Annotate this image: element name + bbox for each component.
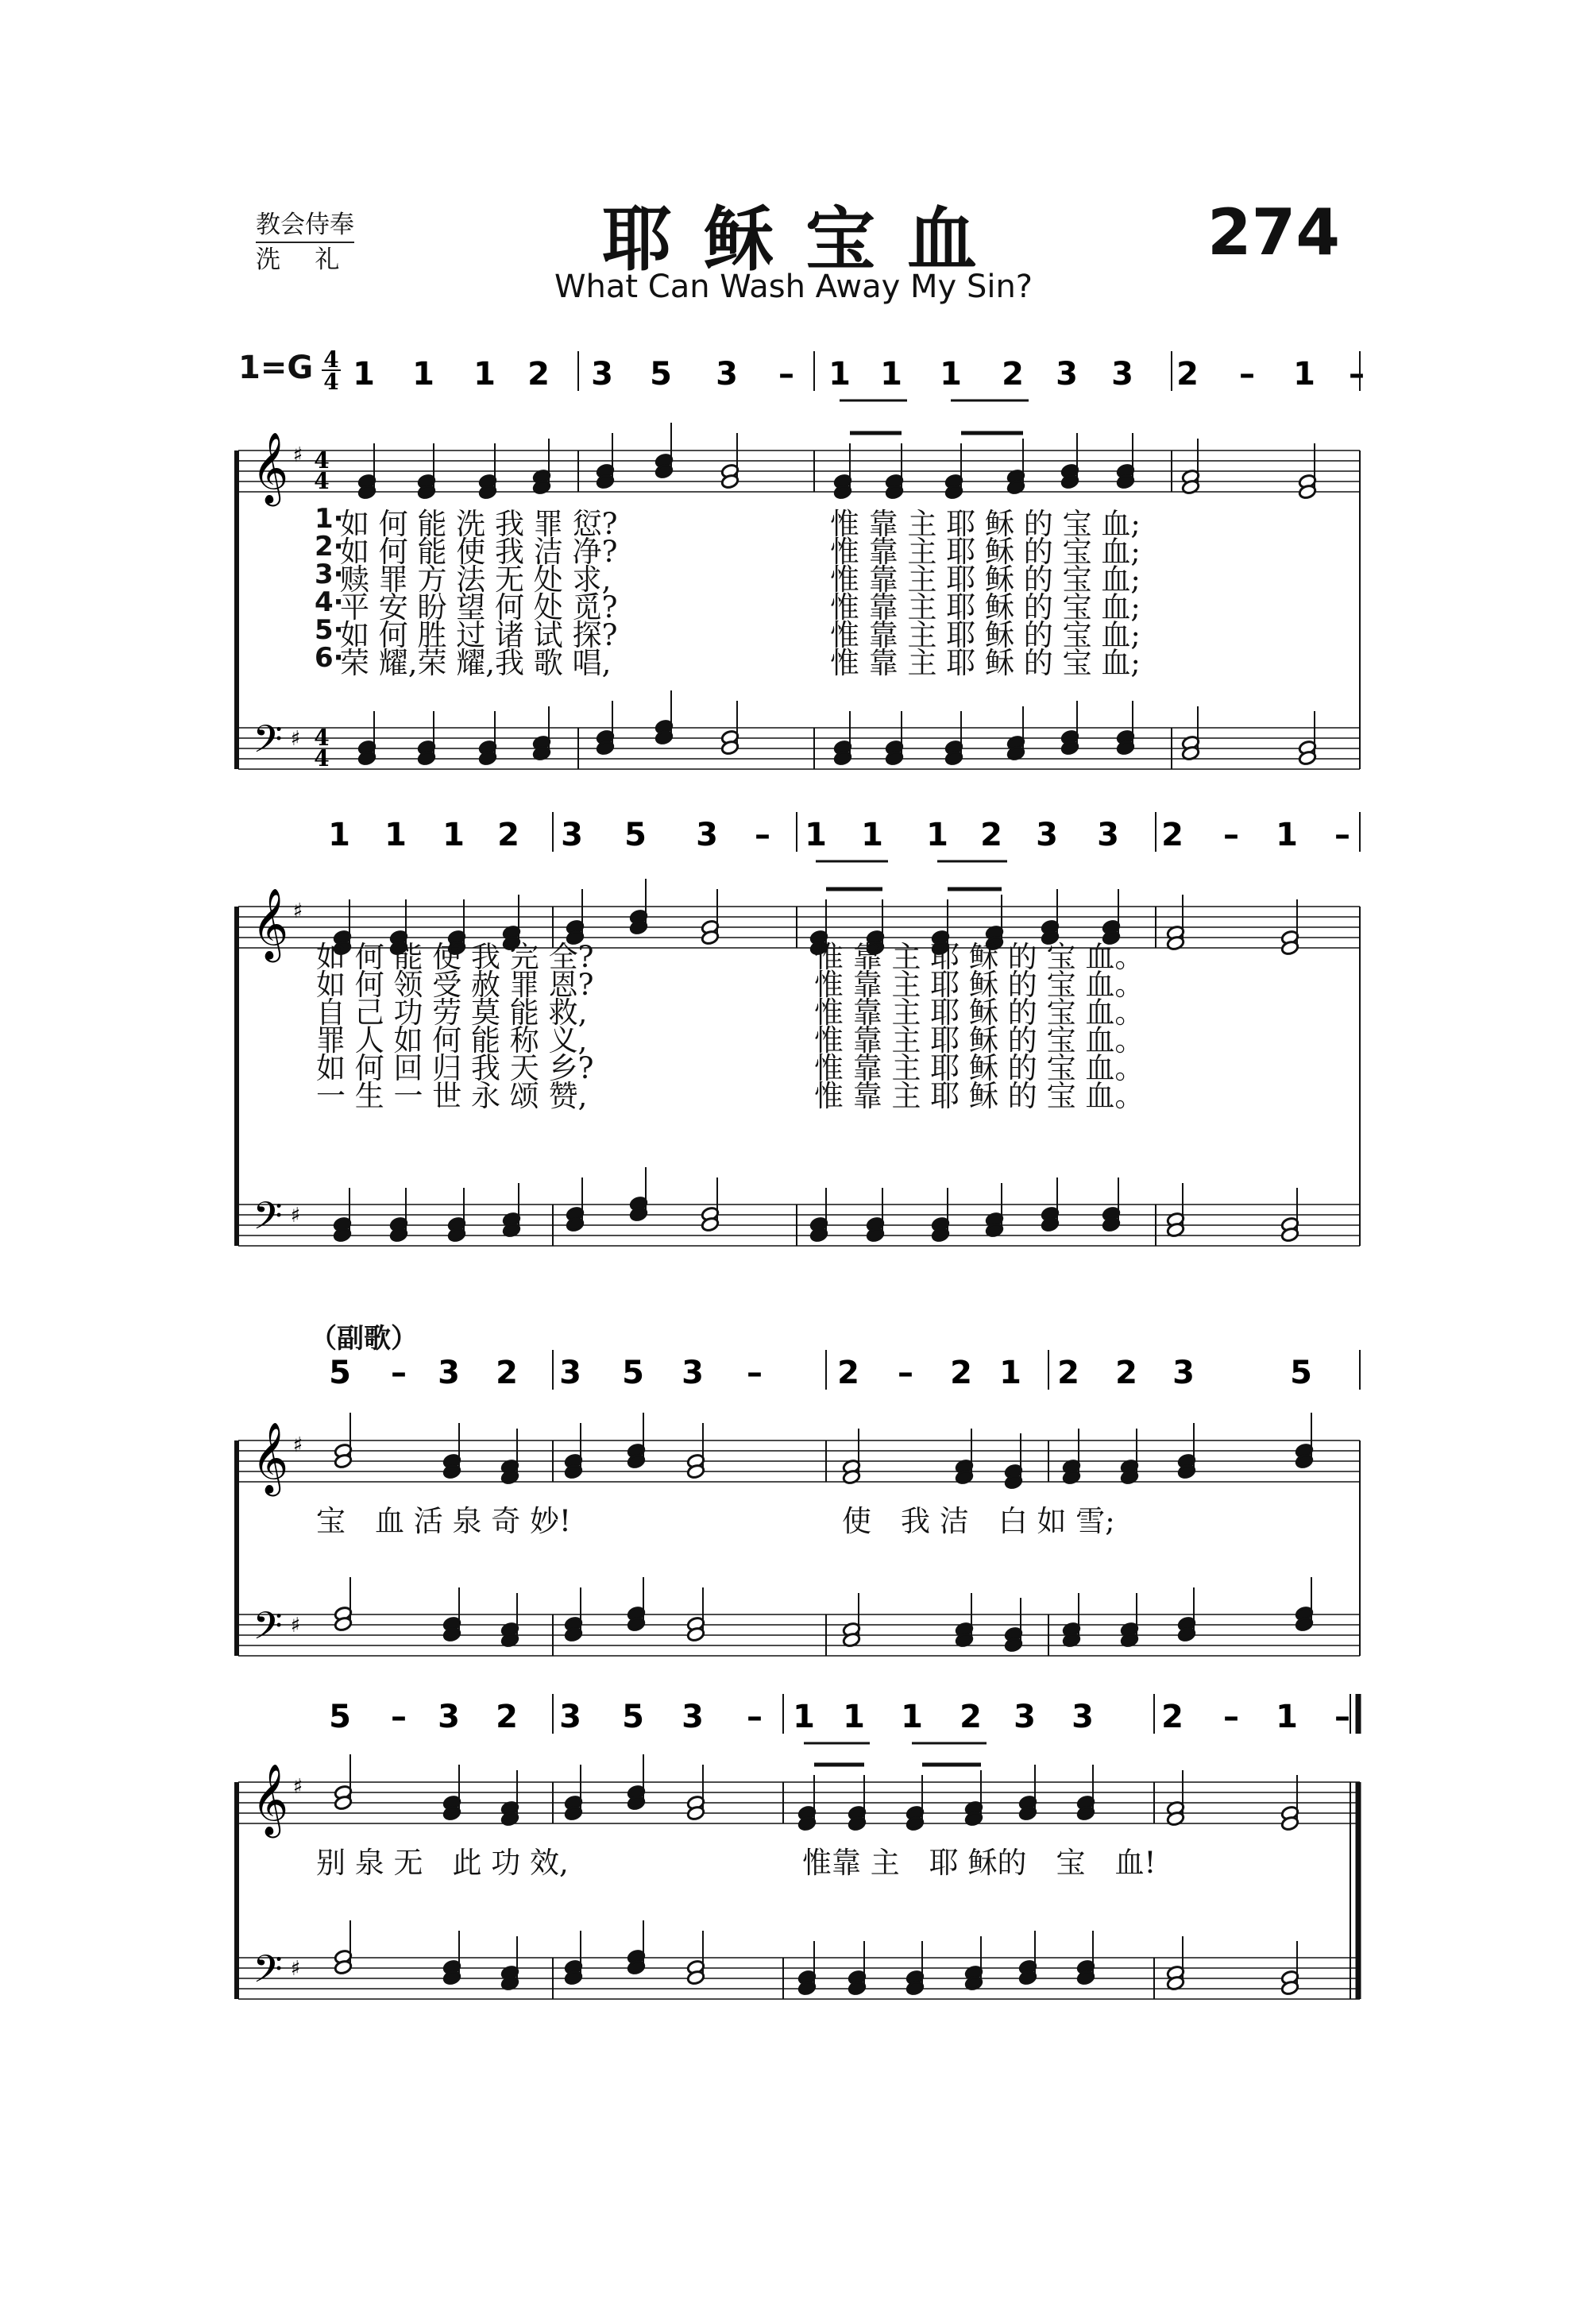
hymn-number: 274 (1207, 195, 1340, 269)
jianpu-note: 1 (473, 356, 496, 392)
closing-lyric-b: 惟靠 主 耶 稣的 宝 血! (802, 1846, 1156, 1880)
jianpu-note: – (1334, 817, 1350, 853)
time-sig: 4 (314, 468, 330, 494)
lyric-line-a: 一 生 一 世 永 颂 赞, (316, 1079, 588, 1113)
jianpu-note: 1 (384, 817, 407, 853)
lyric-line-b: 惟 靠 主 耶 稣 的 宝 血; (830, 535, 1141, 569)
jianpu-note: – (898, 1355, 913, 1391)
key-sharp-icon: ♯ (292, 1433, 303, 1457)
jianpu-note: 1 (999, 1355, 1021, 1391)
jianpu-note: – (1349, 356, 1365, 392)
jianpu-note: 1 (926, 817, 948, 853)
verse-number: 6· (315, 642, 344, 674)
verse-number: 1· (315, 503, 344, 535)
jianpu-note: 1 (805, 817, 827, 853)
verse-number: 2· (315, 531, 344, 563)
lyric-line-b: 惟 靠 主 耶 稣 的 宝 血; (830, 563, 1141, 597)
treble-clef-icon: 𝄞 (251, 1764, 289, 1835)
jianpu-note: 5 (622, 1355, 644, 1391)
jianpu-note: – (391, 1699, 407, 1735)
lyric-line-a: 如 何 胜 过 诸 试 探? (340, 618, 618, 652)
jianpu-note: 3 (591, 356, 613, 392)
jianpu-note: 1 (828, 356, 851, 392)
lyric-line-b: 惟 靠 主 耶 稣 的 宝 血; (830, 590, 1141, 625)
jianpu-note: 3 (559, 1355, 581, 1391)
time-sig-top: 4 (323, 346, 339, 373)
lyric-line-a: 如 何 领 受 赦 罪 恩? (316, 968, 594, 1002)
jianpu-note: 1 (328, 817, 350, 853)
jianpu-note: 5 (622, 1699, 644, 1735)
jianpu-note: 3 (1036, 817, 1058, 853)
lyric-line-a: 如 何 能 使 我 完 全? (316, 940, 594, 974)
jianpu-note: 1 (940, 356, 962, 392)
verse-number: 4· (315, 586, 344, 618)
jianpu-note: 2 (496, 1699, 518, 1735)
lyric-line-a: 罪 人 如 何 能 称 义, (316, 1023, 588, 1058)
treble-clef-icon: 𝄞 (251, 1422, 289, 1494)
jianpu-note: 5 (650, 356, 672, 392)
jianpu-note: 1 (1276, 817, 1298, 853)
hymn-subtitle: What Can Wash Away My Sin? (554, 269, 1033, 305)
lyric-line-b: 惟 靠 主 耶 稣 的 宝 血; (830, 618, 1141, 652)
refrain-label: （副歌） (310, 1323, 418, 1355)
jianpu-note: – (1223, 817, 1239, 853)
jianpu-note: 2 (837, 1355, 859, 1391)
jianpu-note: 3 (561, 817, 583, 853)
lyric-line-a: 荣 耀,荣 耀,我 歌 唱, (340, 646, 612, 680)
bass-clef-icon: 𝄢 (253, 1947, 283, 2001)
jianpu-note: 3 (438, 1355, 460, 1391)
bass-clef-icon: 𝄢 (253, 1193, 283, 1247)
jianpu-note: – (1239, 356, 1255, 392)
treble-clef-icon: 𝄞 (251, 432, 289, 504)
refrain-lyric-a: 宝 血 活 泉 奇 妙! (316, 1504, 571, 1538)
time-sig-bottom: 4 (323, 369, 339, 395)
treble-clef-icon: 𝄞 (251, 888, 289, 960)
jianpu-note: 2 (960, 1699, 982, 1735)
jianpu-note: 2 (1161, 1699, 1183, 1735)
key-sharp-icon: ♯ (290, 727, 301, 751)
jianpu-note: 1 (901, 1699, 923, 1735)
jianpu-note: 3 (559, 1699, 581, 1735)
jianpu-note: 2 (497, 817, 519, 853)
jianpu-note: 1 (1293, 356, 1315, 392)
key-signature-label: 1=G (238, 350, 314, 386)
jianpu-note: 3 (696, 817, 718, 853)
jianpu-note: 1 (880, 356, 902, 392)
verse-number: 3· (315, 559, 344, 590)
jianpu-note: 3 (1072, 1699, 1094, 1735)
time-sig: 4 (314, 447, 330, 474)
key-sharp-icon: ♯ (292, 899, 303, 923)
jianpu-note: 5 (329, 1699, 351, 1735)
jianpu-note: 2 (1176, 356, 1199, 392)
lyric-line-b: 惟 靠 主 耶 稣 的 宝 血。 (814, 940, 1145, 974)
hymn-title: 耶稣宝血 (601, 198, 1009, 280)
lyric-line-b: 惟 靠 主 耶 稣 的 宝 血。 (814, 1023, 1145, 1058)
bass-clef-icon: 𝄢 (253, 1603, 283, 1657)
jianpu-note: 2 (1057, 1355, 1079, 1391)
verse-number: 5· (315, 614, 344, 646)
jianpu-note: 5 (624, 817, 647, 853)
time-sig: 4 (314, 725, 330, 751)
key-sharp-icon: ♯ (290, 1204, 301, 1228)
jianpu-note: 2 (1002, 356, 1024, 392)
bass-clef-icon: 𝄢 (253, 717, 283, 771)
lyric-line-b: 惟 靠 主 耶 稣 的 宝 血; (830, 507, 1141, 541)
jianpu-note: 3 (682, 1355, 704, 1391)
jianpu-note: 2 (1115, 1355, 1137, 1391)
jianpu-note: 3 (438, 1699, 460, 1735)
lyric-line-b: 惟 靠 主 耶 稣 的 宝 血。 (814, 1079, 1145, 1113)
jianpu-note: 3 (1056, 356, 1078, 392)
jianpu-note: 1 (861, 817, 883, 853)
jianpu-note: 1 (1276, 1699, 1298, 1735)
lyric-line-b: 惟 靠 主 耶 稣 的 宝 血; (830, 646, 1141, 680)
closing-lyric-a: 别 泉 无 此 功 效, (316, 1846, 569, 1880)
key-sharp-icon: ♯ (290, 1957, 301, 1981)
key-sharp-icon: ♯ (292, 443, 303, 467)
lyric-line-b: 惟 靠 主 耶 稣 的 宝 血。 (814, 968, 1145, 1002)
jianpu-note: 3 (716, 356, 738, 392)
key-sharp-icon: ♯ (292, 1775, 303, 1799)
jianpu-note: 3 (1097, 817, 1119, 853)
lyric-line-a: 平 安 盼 望 何 处 觅? (340, 590, 618, 625)
lyric-line-b: 惟 靠 主 耶 稣 的 宝 血。 (814, 1051, 1145, 1085)
lyric-line-a: 如 何 能 使 我 洁 净? (340, 535, 618, 569)
lyric-line-a: 自 己 功 劳 莫 能 救, (316, 996, 588, 1030)
lyric-line-a: 如 何 能 洗 我 罪 愆? (340, 507, 618, 541)
subcategory-text: 洗 礼 (256, 246, 345, 274)
category-text: 教会侍奉 (256, 208, 354, 243)
jianpu-note: 3 (1172, 1355, 1195, 1391)
jianpu-note: – (755, 817, 770, 853)
jianpu-note: – (747, 1699, 763, 1735)
jianpu-note: 1 (843, 1699, 865, 1735)
refrain-lyric-b: 使 我 洁 白 如 雪; (842, 1504, 1115, 1538)
jianpu-note: 2 (496, 1355, 518, 1391)
jianpu-note: 5 (329, 1355, 351, 1391)
jianpu-note: 3 (1111, 356, 1133, 392)
jianpu-note: 1 (793, 1699, 815, 1735)
jianpu-note: – (1334, 1699, 1350, 1735)
jianpu-note: – (778, 356, 794, 392)
jianpu-note: 1 (412, 356, 434, 392)
jianpu-note: 3 (682, 1699, 704, 1735)
jianpu-note: 2 (1161, 817, 1183, 853)
time-sig: 4 (314, 745, 330, 771)
lyric-line-a: 如 何 回 归 我 天 乡? (316, 1051, 594, 1085)
key-sharp-icon: ♯ (290, 1614, 301, 1638)
jianpu-note: 2 (950, 1355, 972, 1391)
jianpu-note: 2 (527, 356, 550, 392)
jianpu-note: 3 (1014, 1699, 1036, 1735)
jianpu-note: 1 (353, 356, 375, 392)
lyric-line-b: 惟 靠 主 耶 稣 的 宝 血。 (814, 996, 1145, 1030)
jianpu-note: – (1223, 1699, 1239, 1735)
jianpu-note: 1 (442, 817, 465, 853)
lyric-line-a: 赎 罪 方 法 无 处 求, (340, 563, 612, 597)
jianpu-note: – (391, 1355, 407, 1391)
jianpu-note: 2 (980, 817, 1002, 853)
jianpu-note: – (747, 1355, 763, 1391)
jianpu-note: 5 (1290, 1355, 1312, 1391)
